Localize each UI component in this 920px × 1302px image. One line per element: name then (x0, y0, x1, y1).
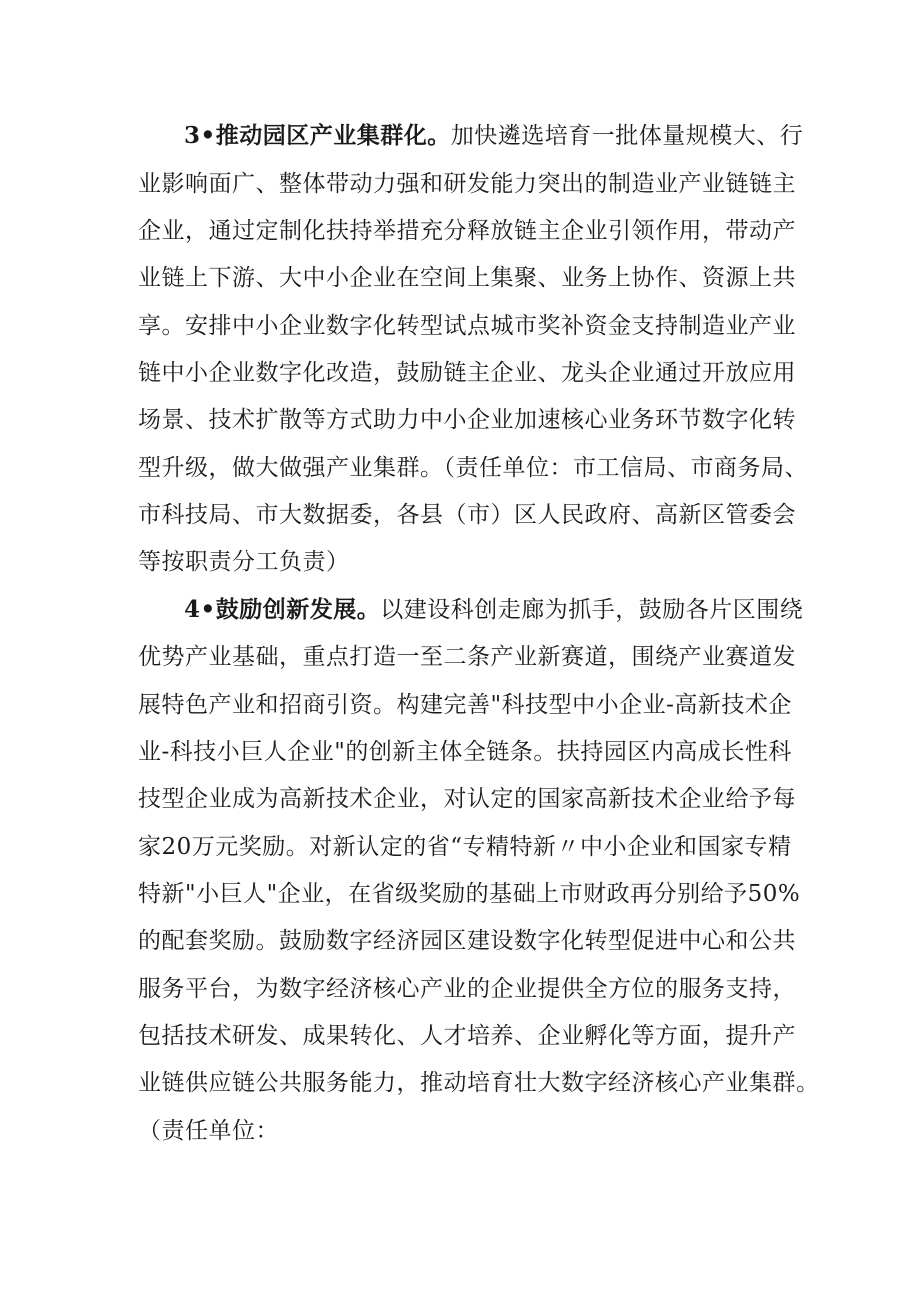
section-3-text: 加快遴选培育一批体量规模大、行 (450, 123, 804, 149)
section-3-line-3: 企业，通过定制化扶持举措充分释放链主企业引领作用，带动产 (138, 218, 796, 244)
section-4-line-12: （责任单位： (138, 1118, 279, 1144)
section-3-line-1 (184, 121, 803, 151)
section-3-line-5: 享。安排中小企业数字化转型试点城市奖补资金支持制造业产业 (138, 313, 796, 339)
section-4-line-7: 特新"小巨人"企业，在省级奖励的基础上市财政再分别给予50% (138, 881, 801, 907)
section-3-line-4: 业链上下游、大中小企业在空间上集聚、业务上协作、资源上共 (138, 265, 796, 291)
section-3-line-10: 等按职责分工负责） (138, 549, 350, 575)
section-3-line-2: 业影响面广、整体带动力强和研发能力突出的制造业产业链链主 (138, 171, 796, 197)
section-4-line-10: 包括技术研发、成果转化、人才培养、企业孵化等方面，提升产 (138, 1023, 796, 1049)
section-3-line-6: 链中小企业数字化改造，鼓励链主企业、龙头企业通过开放应用 (138, 360, 796, 386)
section-3-heading: 3•推动园区产业集群化。 (184, 122, 451, 149)
section-3-line-9: 市科技局、市大数据委，各县（市）区人民政府、高新区管委会 (138, 502, 796, 528)
section-3-line-8: 型升级，做大做强产业集群。（责任单位：市工信局、市商务局、 (138, 455, 808, 481)
section-4-heading: 4•鼓励创新发展。 (184, 596, 381, 623)
section-4-line-5: 技型企业成为高新技术企业，对认定的国家高新技术企业给予每 (138, 786, 796, 812)
section-4-line-3: 展特色产业和招商引资。构建完善"科技型中小企业-高新技术企 (138, 692, 792, 718)
section-4-line-2: 优势产业基础，重点打造一至二条产业新赛道，围绕产业赛道发 (138, 644, 796, 670)
section-4-text: 以建设科创走廊为抓手，鼓励各片区围绕 (380, 597, 804, 623)
section-4-line-9: 服务平台，为数字经济核心产业的企业提供全方位的服务支持， (138, 976, 796, 1002)
section-4-line-11: 业链供应链公共服务能力，推动培育壮大数字经济核心产业集群。 (138, 1070, 820, 1096)
section-4-line-4: 业-科技小巨人企业"的创新主体全链条。扶持园区内高成长性科 (138, 739, 792, 765)
section-4-line-1 (184, 595, 803, 625)
section-4-line-8: 的配套奖励。鼓励数字经济园区建设数字化转型促进中心和公共 (138, 928, 796, 954)
section-3-line-7: 场景、技术扩散等方式助力中小企业加速核心业务环节数字化转 (138, 407, 796, 433)
section-4-line-6: 家20万元奖励。对新认定的省“专精特新〃中小企业和国家专精 (138, 834, 792, 860)
